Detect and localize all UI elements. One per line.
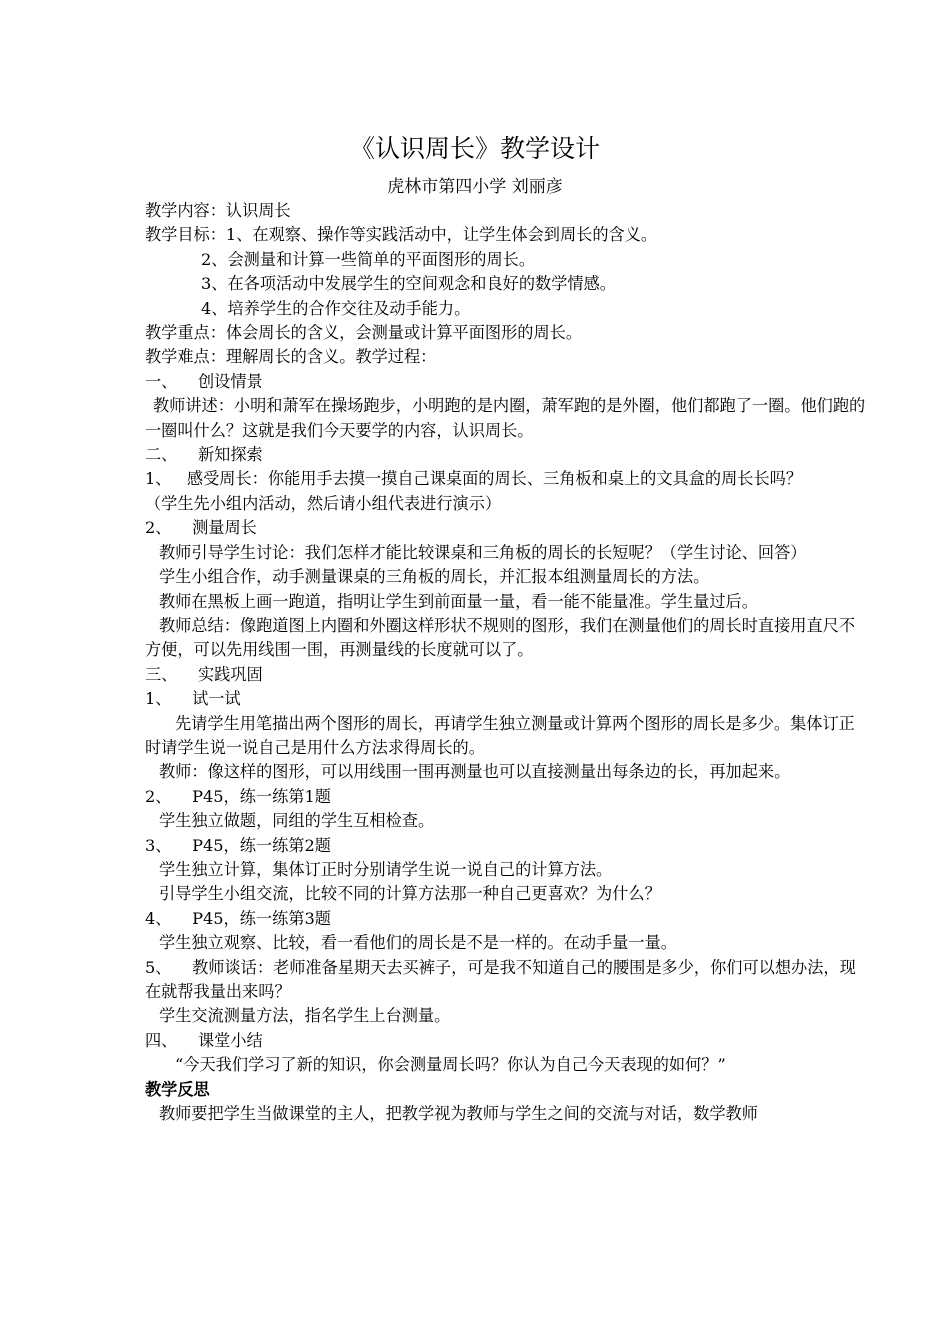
paragraph: 学生独立做题，同组的学生互相检查。	[159, 811, 435, 831]
document-body	[145, 199, 867, 1126]
paragraph: 学生小组合作，动手测量课桌的三角板的周长，并汇报本组测量周长的方法。	[159, 567, 710, 587]
numbered-item: 2、 P45，练一练第1题	[145, 786, 331, 806]
teaching-difficulty-line: 教学难点：理解周长的含义。教学过程：	[145, 347, 437, 367]
paragraph: 教师在黑板上画一跑道，指明让学生到前面量一量，看一能不能量准。学生量过后。	[159, 591, 758, 611]
paragraph: 学生独立计算，集体订正时分别请学生说一说自己的计算方法。	[159, 859, 613, 879]
numbered-item: 1、 试一试	[145, 689, 241, 709]
paragraph: 学生交流测量方法，指名学生上台测量。	[159, 1006, 451, 1026]
paragraph: 教师要把学生当做课堂的主人，把教学视为教师与学生之间的交流与对话，数学教师	[159, 1104, 758, 1124]
section-heading-3: 三、 实践巩固	[145, 664, 263, 684]
paragraph: 教师引导学生讨论：我们怎样才能比较课桌和三角板的周长的长短呢？（学生讨论、回答）	[159, 542, 807, 562]
numbered-item: 5、 教师谈话：老师准备星期天去买裤子，可是我不知道自己的腰围是多少，你们可以想办法，现在就帮我量出来吗？	[145, 957, 856, 1001]
section-heading-2: 二、 新知探索	[145, 445, 263, 465]
paragraph: 学生独立观察、比较，看一看他们的周长是不是一样的。在动手量一量。	[159, 933, 677, 953]
numbered-item: 2、 测量周长	[145, 518, 257, 538]
numbered-item: 3、 P45，练一练第2题	[145, 835, 331, 855]
teaching-focus-line: 教学重点：体会周长的含义，会测量或计算平面图形的周长。	[145, 323, 583, 343]
teaching-goal-line-2: 2、会测量和计算一些简单的平面图形的周长。	[201, 249, 536, 269]
teaching-goal-line-1: 教学目标：1、在观察、操作等实践活动中，让学生体会到周长的含义。	[145, 225, 658, 245]
numbered-item: 4、 P45，练一练第3题	[145, 908, 331, 928]
paragraph: 先请学生用笔描出两个图形的周长，再请学生独立测量或计算两个图形的周长是多少。集体订正时请学生说一说自己是用什么方法求得周长的。	[145, 713, 855, 757]
section-heading-4: 四、 课堂小结	[145, 1030, 263, 1050]
reflection-heading: 教学反思	[145, 1079, 210, 1099]
paragraph: （学生先小组内活动，然后请小组代表进行演示）	[145, 493, 502, 513]
paragraph: 教师总结：像跑道图上内圈和外圈这样形状不规则的图形，我们在测量他们的周长时直接用直尺不方便，可以先用线围一围，再测量线的长度就可以了。	[145, 615, 856, 660]
paragraph: 教师：像这样的图形，可以用线围一围再测量也可以直接测量出每条边的长，再加起来。	[159, 762, 791, 782]
paragraph: 教师讲述：小明和萧军在操场跑步，小明跑的是内圈，萧军跑的是外圈，他们都跑了一圈。他们跑的一圈叫什么？这就是我们今天要学的内容，认识周长。	[145, 396, 866, 440]
teaching-goal-line-3: 3、在各项活动中发展学生的空间观念和良好的数学情感。	[201, 274, 616, 294]
section-heading-1: 一、 创设情景	[145, 371, 263, 391]
numbered-item: 1、 感受周长：你能用手去摸一摸自己课桌面的周长、三角板和桌上的文具盒的周长长吗？	[145, 469, 803, 489]
quote-paragraph: “今天我们学习了新的知识，你会测量周长吗？你认为自己今天表现的如何？”	[175, 1055, 726, 1075]
document-author: 虎林市第四小学 刘丽彦	[387, 177, 563, 197]
document-title: 《认识周长》教学设计	[349, 134, 600, 163]
teaching-goal-line-4: 4、培养学生的合作交往及动手能力。	[201, 298, 471, 318]
paragraph: 引导学生小组交流，比较不同的计算方法那一种自己更喜欢？为什么？	[159, 884, 661, 904]
teaching-content-line: 教学内容：认识周长	[145, 201, 291, 220]
